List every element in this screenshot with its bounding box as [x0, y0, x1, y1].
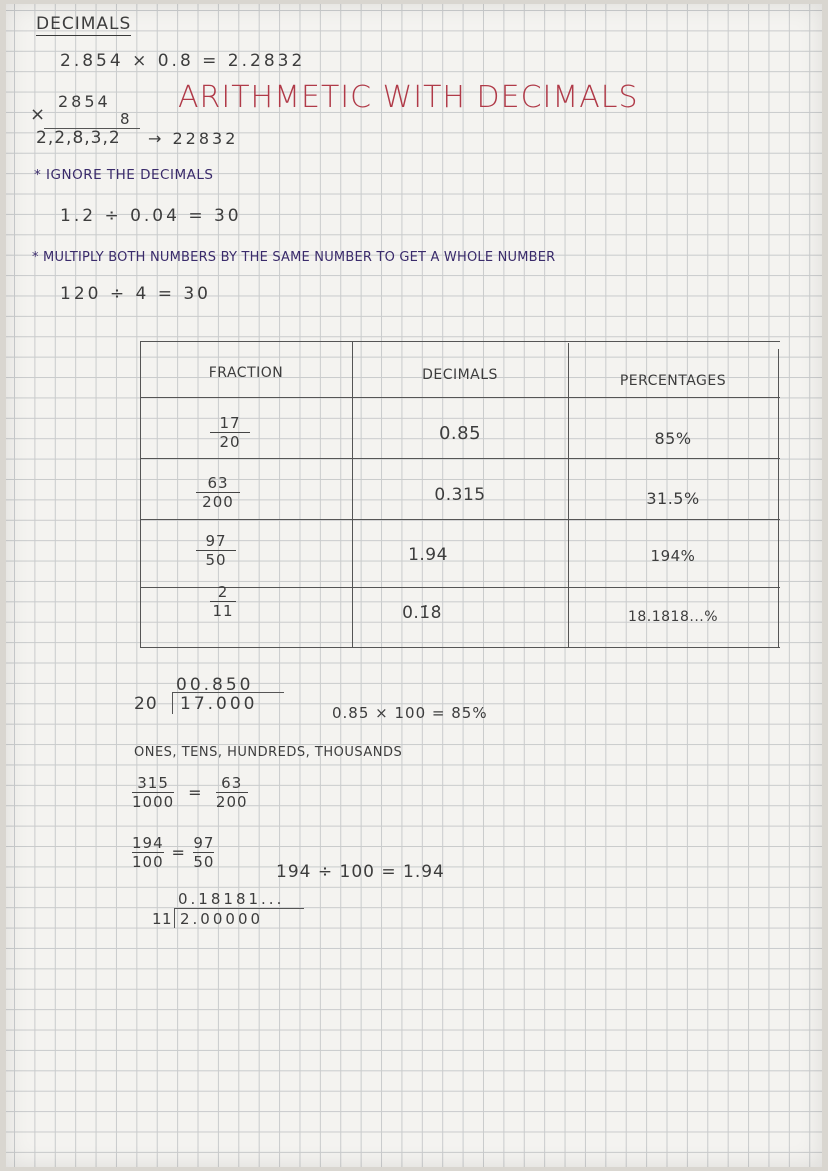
- percent-calculation: 0.85 × 100 = 85%: [332, 704, 488, 722]
- decimal-cell: 0.1̇8̇: [402, 603, 442, 623]
- multiplication-equation: 2.854 × 0.8 = 2.2832: [60, 51, 306, 71]
- fraction-63-200: $\frac{63}{200}$: [196, 474, 240, 511]
- header-percentages: PERCENTAGES: [619, 373, 727, 389]
- page-title: ARITHMETIC WITH DECIMALS: [178, 80, 639, 115]
- percent-cell: 194%: [650, 547, 696, 565]
- notebook-page: [6, 4, 822, 1167]
- header-fraction: FRACTION: [208, 365, 284, 381]
- note-ignore-decimals: * IGNORE THE DECIMALS: [34, 167, 214, 183]
- simplify-194-100: $\frac{194}{100}$ = $\frac{97}{50}$: [132, 834, 215, 871]
- multiply-sign: ×: [30, 104, 49, 125]
- mult-result: 2,2,8,3,2: [36, 128, 121, 148]
- fraction-2-11: $\frac{2}{11}$: [210, 583, 236, 620]
- mult-arrow-result: → 22832: [148, 129, 239, 148]
- fraction-97-50: $\frac{97}{50}$: [196, 532, 236, 569]
- long-div-2-quotient: 0.18181...: [178, 890, 285, 908]
- page-heading: DECIMALS: [36, 14, 132, 34]
- long-div-dividend: 17.000: [180, 694, 258, 714]
- division-equation: 1.2 ÷ 0.04 = 30: [60, 206, 242, 226]
- long-div-2-divisor: 11: [152, 910, 173, 928]
- fraction-17-20: $\frac{17}{20}$: [210, 414, 250, 451]
- percent-cell: 18.1818...%: [627, 609, 719, 625]
- division-equation-2: 120 ÷ 4 = 30: [60, 284, 211, 304]
- decimal-cell: 1.94: [408, 545, 448, 565]
- percent-cell: 31.5%: [646, 489, 700, 508]
- division-calculation: 194 ÷ 100 = 1.94: [276, 862, 445, 882]
- long-div-quotient: 00.850: [176, 675, 254, 695]
- note-multiply-both: * MULTIPLY BOTH NUMBERS BY THE SAME NUMBER TO GET A WHOLE NUMBER: [32, 250, 556, 265]
- conversion-table: [140, 341, 780, 649]
- long-div-2-dividend: 2.00000: [180, 910, 264, 928]
- header-decimals: DECIMALS: [422, 367, 498, 383]
- mult-top-number: 2854: [58, 92, 111, 111]
- mult-bottom-number: 8: [120, 110, 133, 128]
- place-values: ONES, TENS, HUNDREDS, THOUSANDS: [134, 745, 403, 760]
- simplify-315-1000: $\frac{315}{1000}$ = $\frac{63}{200}$: [132, 774, 248, 811]
- percent-cell: 85%: [654, 429, 692, 448]
- decimal-cell: 0.85: [438, 423, 482, 444]
- long-div-divisor: 20: [134, 694, 158, 714]
- decimal-cell: 0.315: [434, 485, 486, 505]
